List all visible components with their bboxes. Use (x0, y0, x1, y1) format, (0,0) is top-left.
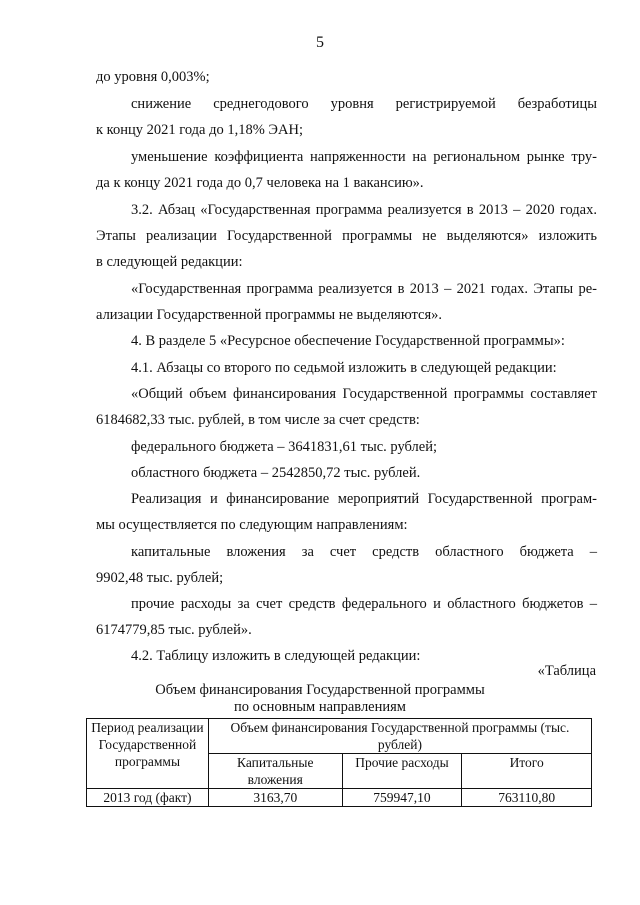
period-cell: 2013 год (факт) (87, 789, 209, 807)
total-header: Итого (462, 754, 592, 789)
text-line: 4.2. Таблицу изложить в следующей редакции: (131, 648, 421, 664)
text-line: да к концу 2021 года до 0,7 человека на 1 вакансию». (96, 175, 424, 191)
text-line: 6174779,85 тыс. рублей». (96, 622, 252, 638)
total-cell: 763110,80 (462, 789, 592, 807)
text-line: уменьшение коэффициента напряженности на региональном рынке тру- (131, 149, 597, 165)
text-line: до уровня 0,003%; (96, 69, 210, 85)
other-cell: 759947,10 (342, 789, 462, 807)
table-caption: Объем финансирования Государственной программы (155, 682, 485, 698)
text-line: к концу 2021 года до 1,18% ЭАН; (96, 122, 303, 138)
table-row (87, 789, 592, 807)
text-line: «Общий объем финансирования Государственной программы составляет (131, 386, 597, 402)
table-label: «Таблица (537, 663, 596, 679)
text-line: 4.1. Абзацы со второго по седьмой изложить в следующей редакции: (131, 360, 557, 376)
text-line: областного бюджета – 2542850,72 тыс. рублей. (131, 465, 421, 481)
capital-cell: 3163,70 (208, 789, 342, 807)
text-line: федерального бюджета – 3641831,61 тыс. рублей; (131, 439, 438, 455)
table-caption-subtitle: по основным направлениям (234, 699, 406, 715)
text-line: капитальные вложения за счет средств областного бюджета – (131, 544, 597, 560)
capital-header: Капитальные вложения (208, 754, 342, 789)
text-line: в следующей редакции: (96, 254, 243, 270)
text-line: 9902,48 тыс. рублей; (96, 570, 224, 586)
text-line: «Государственная программа реализуется в 2013 – 2021 годах. Этапы ре- (131, 281, 597, 297)
text-line: прочие расходы за счет средств федерального и областного бюджетов – (131, 596, 597, 612)
text-line: 4. В разделе 5 «Ресурсное обеспечение Государственной программы»: (131, 333, 565, 349)
text-line: ализации Государственной программы не выделяются». (96, 307, 442, 323)
text-line: Реализация и финансирование мероприятий Государственной програм- (131, 491, 597, 507)
page-number: 5 (316, 34, 324, 51)
period-header: Период реализации Государственной программы (87, 719, 209, 789)
text-line: мы осуществляется по следующим направлениям: (96, 517, 408, 533)
text-line: Этапы реализации Государственной программы не выделяются» изложить (96, 228, 597, 244)
financing-table (86, 718, 592, 807)
other-header: Прочие расходы (342, 754, 462, 789)
text-line: 6184682,33 тыс. рублей, в том числе за счет средств: (96, 412, 420, 428)
text-line: 3.2. Абзац «Государственная программа реализуется в 2013 – 2020 годах. (131, 202, 597, 218)
volume-header: Объем финансирования Государственной программы (тыс. рублей) (208, 719, 591, 754)
text-line: снижение среднегодового уровня регистрируемой безработицы (131, 96, 597, 112)
